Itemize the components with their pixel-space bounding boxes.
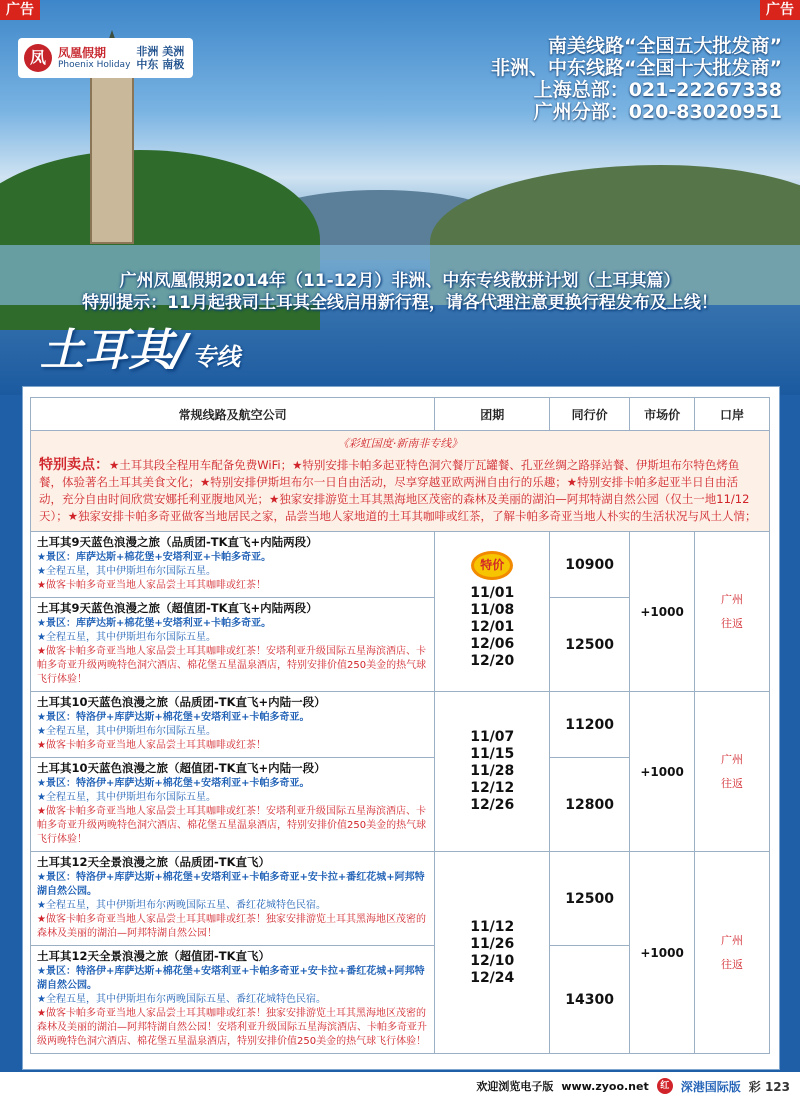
product-cell	[31, 946, 435, 1054]
feature-cell	[31, 431, 770, 532]
product-extra: ★做客卡帕多奇亚当地人家品尝土耳其咖啡或红茶！独家安排游览土耳其黑海地区茂密的森林及美丽的湖泊—阿邦特湖自然公园！安塔利亚升级国际五星海滨酒店、卡帕多奇亚升级两晚特色洞穴酒店、棉花堡五星温泉酒店，特别安排价值250美金的热气球飞行体验！	[37, 1008, 427, 1047]
header-dates: 团期	[435, 398, 550, 431]
table-header-row	[31, 398, 770, 431]
product-title: 土耳其10天蓝色浪漫之旅（超值团-TK直飞+内陆一段）	[37, 761, 326, 775]
port-type: 往返	[721, 957, 744, 971]
date-item: 12/01	[470, 618, 515, 635]
port-cell	[695, 692, 770, 852]
product-sights: ★景区：特洛伊+库萨达斯+棉花堡+安塔利亚+卡帕多奇亚。	[37, 778, 310, 789]
group-dates-cell	[435, 852, 550, 1054]
product-cell	[31, 598, 435, 692]
port-city: 广州	[721, 752, 744, 766]
date-item: 11/08	[470, 601, 515, 618]
feature-label: 特别卖点：	[39, 457, 109, 473]
product-hotel: ★全程五星，其中伊斯坦布尔国际五星。	[37, 726, 216, 737]
logo-name-block	[58, 46, 130, 70]
contact-line-2: 非洲、中东线路“全国十大批发商”	[491, 57, 782, 79]
contact-line-4: 广州分部：020-83020951	[533, 101, 782, 123]
page-number: 彩 123	[748, 1079, 790, 1094]
port-type: 往返	[721, 776, 744, 790]
date-item: 12/12	[470, 780, 515, 796]
date-item: 11/15	[470, 746, 515, 762]
special-price-badge: 特价	[474, 554, 510, 577]
agent-price: 11200	[550, 692, 630, 758]
product-title: 土耳其12天全景浪漫之旅（品质团-TK直飞）	[37, 855, 271, 869]
product-sights: ★景区：特洛伊+库萨达斯+棉花堡+安塔利亚+卡帕多奇亚+安卡拉+番红花城+阿邦特湖自然公园。	[37, 966, 425, 991]
date-item: 11/26	[470, 935, 515, 952]
ad-badge-right: 广告	[760, 0, 800, 20]
page-title-sub: 专线	[192, 343, 241, 371]
page-title	[40, 320, 240, 378]
contact-block	[491, 35, 782, 123]
product-hotel: ★全程五星，其中伊斯坦布尔国际五星。	[37, 566, 216, 577]
rainbow-line: 《彩虹国度·新南非专线》	[337, 437, 463, 450]
logo-tags	[136, 45, 184, 71]
contact-line-3: 上海总部：021-22267338	[533, 79, 782, 101]
product-sights: ★景区：特洛伊+库萨达斯+棉花堡+安塔利亚+卡帕多奇亚+安卡拉+番红花城+阿邦特湖自然公园。	[37, 872, 425, 897]
market-price: +1000	[630, 692, 695, 852]
page-footer	[0, 1072, 800, 1100]
church-tower-shape	[90, 70, 134, 244]
brand-logo	[18, 38, 193, 78]
market-price: +1000	[630, 532, 695, 692]
hero-banner	[0, 0, 800, 395]
date-item: 11/07	[470, 729, 515, 745]
product-hotel: ★全程五星，其中伊斯坦布尔国际五星。	[37, 632, 216, 643]
product-cell	[31, 532, 435, 598]
product-extra: ★做客卡帕多奇亚当地人家品尝土耳其咖啡或红茶！	[37, 740, 266, 751]
product-cell	[31, 692, 435, 758]
group-dates-cell	[435, 692, 550, 852]
product-cell	[31, 852, 435, 946]
market-price: +1000	[630, 852, 695, 1054]
product-extra: ★做客卡帕多奇亚当地人家品尝土耳其咖啡或红茶！独家安排游览土耳其黑海地区茂密的森林及美丽的湖泊—阿邦特湖自然公园！	[37, 914, 426, 939]
footer-text: 欢迎浏览电子版	[476, 1080, 554, 1093]
itinerary-panel	[22, 386, 780, 1070]
contact-line-1: 南美线路“全国五大批发商”	[548, 35, 782, 57]
date-item: 12/20	[470, 652, 515, 669]
product-title: 土耳其10天蓝色浪漫之旅（品质团-TK直飞+内陆一段）	[37, 695, 326, 709]
header-route: 常规线路及航空公司	[31, 398, 435, 431]
logo-sub: Phoenix Holiday	[58, 60, 131, 70]
product-extra: ★做客卡帕多奇亚当地人家品尝土耳其咖啡或红茶！安塔利亚升级国际五星海滨酒店、卡帕多奇亚升级两晚特色洞穴酒店、棉花堡五星温泉酒店，特别安排价值250美金的热气球飞行体验！	[37, 806, 427, 845]
date-item: 11/28	[470, 763, 515, 779]
group-dates-cell	[435, 532, 550, 692]
product-extra: ★做客卡帕多奇亚当地人家品尝土耳其咖啡或红茶！	[37, 580, 266, 591]
phoenix-icon: 凤	[24, 44, 52, 72]
product-sights: ★景区：特洛伊+库萨达斯+棉花堡+安塔利亚+卡帕多奇亚。	[37, 712, 310, 723]
port-city: 广州	[721, 933, 744, 947]
port-cell	[695, 532, 770, 692]
product-hotel: ★全程五星，其中伊斯坦布尔两晚国际五星、番红花城特色民宿。	[37, 994, 326, 1005]
header-agent-price: 同行价	[550, 398, 630, 431]
header-port: 口岸	[695, 398, 770, 431]
date-item: 12/10	[470, 952, 515, 969]
port-type: 往返	[721, 616, 744, 630]
page-title-main: 土耳其/	[40, 325, 189, 376]
product-sights: ★景区：库萨达斯+棉花堡+安塔利亚+卡帕多奇亚。	[37, 618, 272, 629]
date-item: 12/06	[470, 635, 515, 652]
headline	[0, 270, 800, 314]
agent-price: 10900	[550, 532, 630, 598]
table-row	[31, 852, 770, 946]
footer-brand: 深港国际版	[680, 1079, 741, 1094]
agent-price: 12500	[550, 598, 630, 692]
agent-price: 12500	[550, 852, 630, 946]
product-title: 土耳其9天蓝色浪漫之旅（品质团-TK直飞+内陆两段）	[37, 535, 318, 549]
table-row	[31, 532, 770, 598]
date-item: 11/01	[470, 584, 515, 601]
product-hotel: ★全程五星，其中伊斯坦布尔国际五星。	[37, 792, 216, 803]
date-item: 11/12	[470, 918, 515, 935]
product-title: 土耳其12天全景浪漫之旅（超值团-TK直飞）	[37, 949, 271, 963]
port-cell	[695, 852, 770, 1054]
headline-line-2: 特别提示：11月起我司土耳其全线启用新行程，请各代理注意更换行程发布及上线！	[82, 293, 718, 313]
product-hotel: ★全程五星，其中伊斯坦布尔两晚国际五星、番红花城特色民宿。	[37, 900, 326, 911]
agent-price: 12800	[550, 758, 630, 852]
red-circle-icon: 红	[657, 1078, 673, 1094]
product-extra: ★做客卡帕多奇亚当地人家品尝土耳其咖啡或红茶！安塔利亚升级国际五星海滨酒店、卡帕多奇亚升级两晚特色洞穴酒店、棉花堡五星温泉酒店，特别安排价值250美金的热气球飞行体验！	[37, 646, 427, 685]
ad-badge-left: 广告	[0, 0, 40, 20]
table-row	[31, 692, 770, 758]
date-item: 12/26	[470, 797, 515, 813]
port-city: 广州	[721, 592, 744, 606]
date-item: 12/24	[470, 969, 515, 986]
footer-url[interactable]: www.zyoo.net	[561, 1079, 649, 1093]
agent-price: 14300	[550, 946, 630, 1054]
feature-text: ★土耳其段全程用车配备免费WiFi；★特别安排卡帕多起亚特色洞穴餐厅瓦罐餐、孔亚丝绸之路驿站餐、伊斯坦布尔特色烤鱼餐，体验著名土耳其美食文化；★特别安排伊斯坦布尔一日自由活动，尽享穿越亚欧两洲自由行的乐趣；★特别安排卡帕多起亚半日自由活动，充分自由时间欣赏安娜托利亚腹地风光；★独家安排游览土耳其黑海地区茂密的森林及美丽的湖泊—阿邦特湖自然公园（仅土一地11/12天）；★独家安排卡帕多奇亚做客当地居民之家，品尝当地人家地道的土耳其咖啡或红茶，了解卡帕多奇亚当地人朴实的生活状况与风土人情；	[39, 458, 757, 523]
header-market-price: 市场价	[630, 398, 695, 431]
feature-body	[39, 457, 761, 525]
itinerary-table	[30, 397, 770, 1054]
logo-name: 凤凰假期	[58, 46, 107, 60]
logo-tag-1: 非洲 美洲	[136, 45, 185, 58]
headline-line-1: 广州凤凰假期2014年（11-12月）非洲、中东专线散拼计划（土耳其篇）	[119, 271, 681, 291]
feature-row	[31, 431, 770, 532]
product-title: 土耳其9天蓝色浪漫之旅（超值团-TK直飞+内陆两段）	[37, 601, 318, 615]
product-cell	[31, 758, 435, 852]
logo-tag-2: 中东 南极	[136, 58, 185, 71]
product-sights: ★景区：库萨达斯+棉花堡+安塔利亚+卡帕多奇亚。	[37, 552, 272, 563]
